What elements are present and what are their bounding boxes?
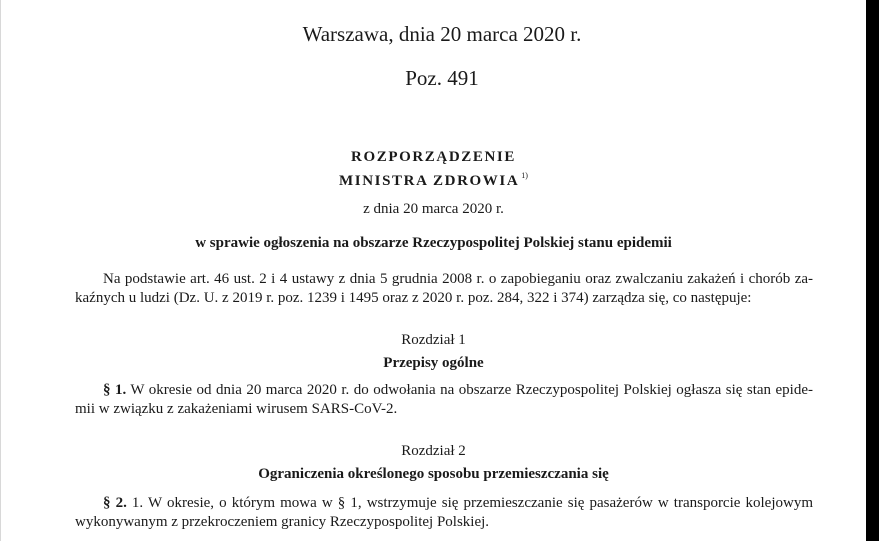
section-2-number: § 2. bbox=[103, 495, 127, 511]
legal-basis-line-2: kaźnych u ludzi (Dz. U. z 2019 r. poz. 1239 i 1495 oraz z 2020 r. poz. 284, 322 i 374) zarządza się, co następuje: bbox=[75, 290, 752, 306]
section-1-line-2: mii w związku z zakażeniami wirusem SARS-CoV-2. bbox=[75, 401, 398, 417]
chapter-2-title: Ograniczenia określonego sposobu przemieszczania się bbox=[258, 466, 609, 482]
regulation-subject: w sprawie ogłoszenia na obszarze Rzeczypospolitej Polskiej stanu epidemii bbox=[195, 235, 672, 251]
regulation-title: ROZPORZĄDZENIE bbox=[351, 149, 516, 165]
position-number: Poz. 491 bbox=[405, 66, 479, 90]
regulation-author bbox=[1, 171, 866, 190]
regulation-date: z dnia 20 marca 2020 r. bbox=[363, 201, 504, 217]
section-2-line-2: wykonywanym z przekroczeniem granicy Rzeczypospolitej Polskiej. bbox=[75, 514, 490, 530]
legal-basis-line-1: Na podstawie art. 46 ust. 2 i 4 ustawy z dnia 5 grudnia 2008 r. o zapobieganiu oraz zwalczaniu zakażeń i chorób za- bbox=[103, 271, 813, 287]
section-1-text: W okresie od dnia 20 marca 2020 r. do odwołania na obszarze Rzeczypospolitej Polskiej ogłasza się stan epide- bbox=[126, 382, 813, 398]
publication-date: Warszawa, dnia 20 marca 2020 r. bbox=[302, 22, 582, 46]
section-2-paragraph bbox=[75, 494, 813, 532]
section-2-text: 1. W okresie, o którym mowa w § 1, wstrzymuje się przemieszczanie się pasażerów w transporcie kolejowym bbox=[126, 495, 813, 511]
section-1-number: § 1. bbox=[103, 382, 127, 398]
section-1-line-1 bbox=[75, 381, 813, 400]
footnote-marker[interactable]: 1) bbox=[521, 171, 528, 180]
legal-basis-paragraph bbox=[75, 270, 813, 308]
chapter-2-label: Rozdział 2 bbox=[401, 443, 466, 459]
section-1-paragraph bbox=[75, 381, 813, 419]
regulation-author-text: MINISTRA ZDROWIA bbox=[339, 173, 520, 189]
chapter-1-title: Przepisy ogólne bbox=[383, 355, 484, 371]
section-2-line-1 bbox=[75, 494, 813, 513]
chapter-1-label: Rozdział 1 bbox=[401, 332, 466, 348]
